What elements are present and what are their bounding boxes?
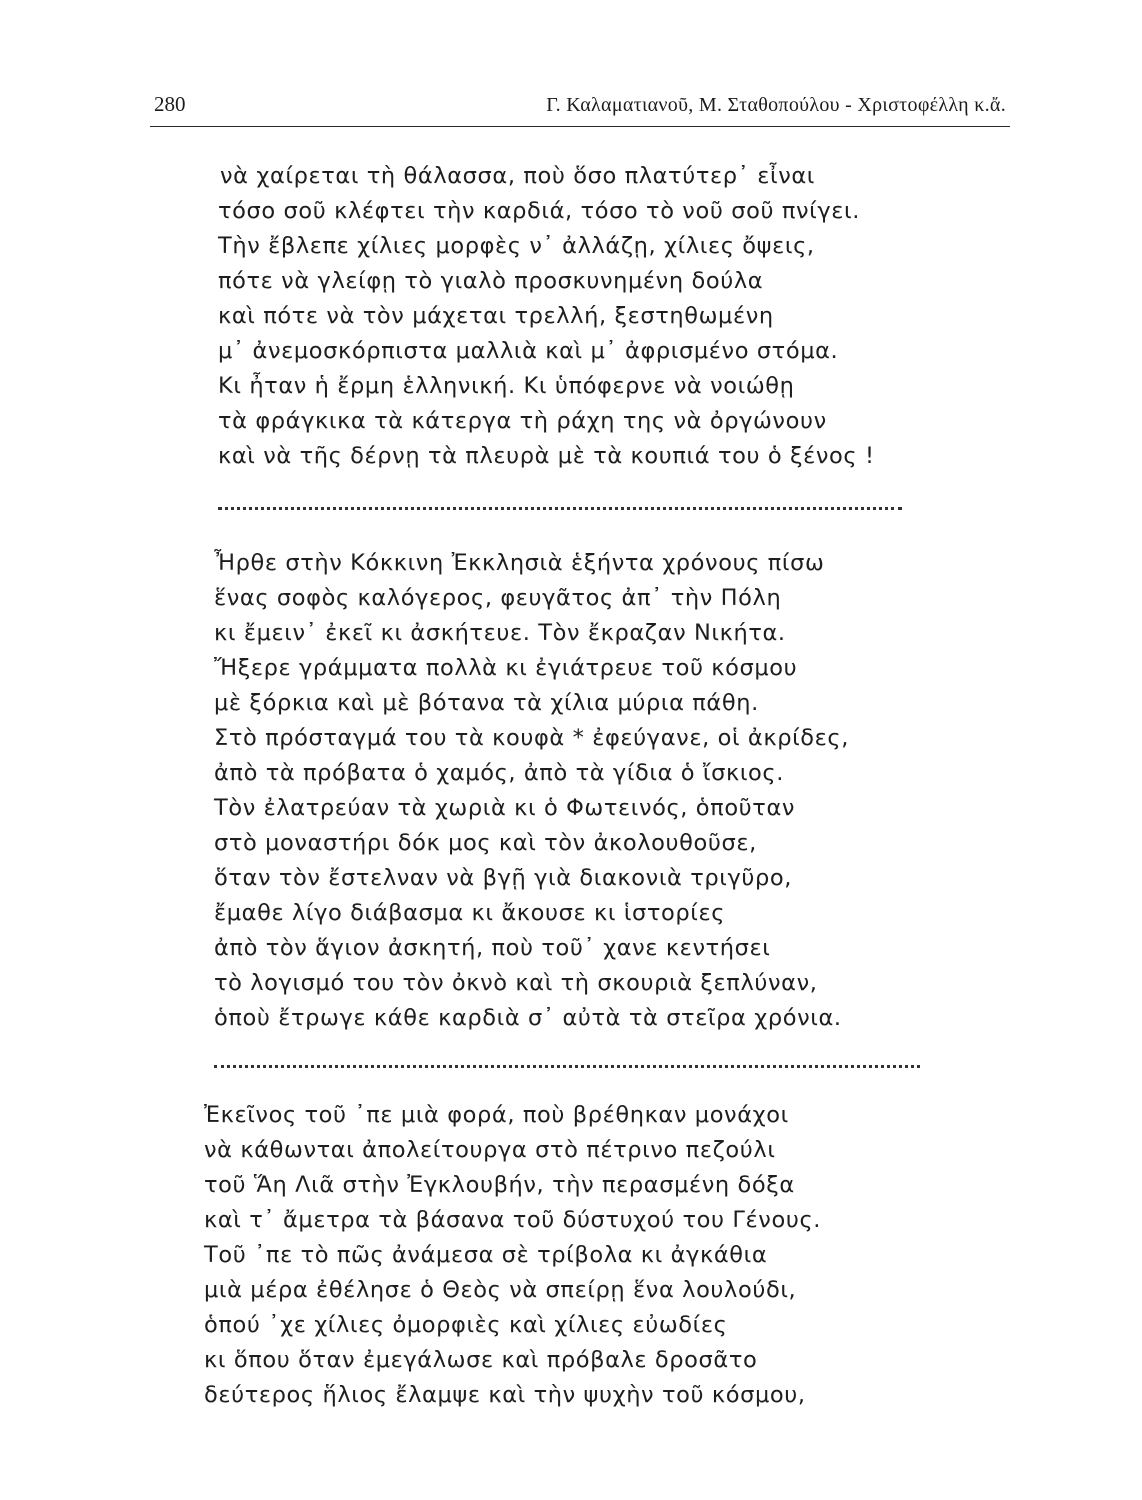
verse-line: καὶ νὰ τῆς δέρνῃ τὰ πλευρὰ μὲ τὰ κουπιά του ὁ ξένος ! xyxy=(218,443,875,469)
verse-line: στὸ μοναστήρι δόκ μος καὶ τὸν ἀκολουθοῦσε, xyxy=(214,830,757,856)
verse-line: μιὰ μέρα ἐθέλησε ὁ Θεὸς νὰ σπείρῃ ἕνα λουλούδι, xyxy=(204,1277,797,1303)
verse-line: Ἐκεῖνος τοῦ ᾽πε μιὰ φορά, ποὺ βρέθηκαν μονάχοι xyxy=(204,1102,789,1128)
verse-line: τόσο σοῦ κλέφτει τὴν καρδιά, τόσο τὸ νοῦ σοῦ πνίγει. xyxy=(218,198,860,224)
verse-line: ὁπού ᾽χε χίλιες ὀμορφιὲς καὶ χίλιες εὐωδίες xyxy=(204,1312,728,1338)
verse-line: μ᾽ ἀνεμοσκόρπιστα μαλλιὰ καὶ μ᾽ ἀφρισμένο στόμα. xyxy=(218,338,839,364)
verse-line: Ἤξερε γράμματα πολλὰ κι ἐγιάτρευε τοῦ κόσμου xyxy=(214,655,798,681)
verse-line: ἀπὸ τὸν ἅγιον ἀσκητή, ποὺ τοῦ᾽ χανε κεντήσει xyxy=(214,935,771,961)
dotted-separator xyxy=(218,507,902,510)
verse-line: νὰ κάθωνται ἀπολείτουργα στὸ πέτρινο πεζούλι xyxy=(204,1137,776,1163)
page-number: 280 xyxy=(154,92,186,116)
verse-line: καὶ τ᾽ ἄμετρα τὰ βάσανα τοῦ δύστυχού του Γένους. xyxy=(204,1207,822,1233)
verse-line: ὅταν τὸν ἔστελναν νὰ βγῇ γιὰ διακονιὰ τριγῦρο, xyxy=(214,865,792,891)
verse-line: τὰ φράγκικα τὰ κάτεργα τὴ ράχη της νὰ ὀργώνουν xyxy=(218,408,827,434)
verse-line: καὶ πότε νὰ τὸν μάχεται τρελλή, ξεστηθωμένη xyxy=(218,303,774,329)
verse-line: ἔμαθε λίγο διάβασμα κι ἄκουσε κι ἱστορίες xyxy=(214,900,726,926)
running-head: Γ. Καλαματιανοῦ, Μ. Σταθοπούλου - Χριστοφέλλη κ.ἄ. xyxy=(546,94,1006,116)
verse-line: ὁποὺ ἔτρωγε κάθε καρδιὰ σ᾽ αὐτὰ τὰ στεῖρα χρόνια. xyxy=(214,1005,842,1031)
verse-line: Τὴν ἔβλεπε χίλιες μορφὲς ν᾽ ἀλλάζῃ, χίλιες ὄψεις, xyxy=(218,233,815,259)
verse-line: τὸ λογισμό του τὸν ὀκνὸ καὶ τὴ σκουριὰ ξεπλύναν, xyxy=(214,970,818,996)
verse-line: Στὸ πρόσταγμά του τὰ κουφὰ * ἐφεύγανε, οἱ ἀκρίδες, xyxy=(214,725,849,751)
verse-line: Κι ἦταν ἡ ἔρμη ἑλληνική. Κι ὑπόφερνε νὰ νοιώθῃ xyxy=(218,373,795,399)
verse-line: δεύτερος ἥλιος ἔλαμψε καὶ τὴν ψυχὴν τοῦ κόσμου, xyxy=(204,1382,806,1408)
verse-line: κι ὅπου ὅταν ἐμεγάλωσε καὶ πρόβαλε δροσᾶτο xyxy=(204,1347,758,1373)
verse-line: κι ἔμειν᾽ ἐκεῖ κι ἀσκήτευε. Τὸν ἔκραζαν Νικήτα. xyxy=(214,620,786,646)
verse-line: Τὸν ἐλατρεύαν τὰ χωριὰ κι ὁ Φωτεινός, ὁποῦταν xyxy=(214,795,796,821)
header-rule xyxy=(150,126,1010,127)
verse-line: Τοῦ ᾽πε τὸ πῶς ἀνάμεσα σὲ τρίβολα κι ἀγκάθια xyxy=(204,1242,768,1268)
dotted-separator xyxy=(214,1065,920,1068)
verse-line: μὲ ξόρκια καὶ μὲ βότανα τὰ χίλια μύρια πάθη. xyxy=(214,690,759,716)
page-header xyxy=(154,92,1006,128)
verse-line: πότε νὰ γλείφῃ τὸ γιαλὸ προσκυνημένη δούλα xyxy=(218,268,764,294)
verse-line: ἕνας σοφὸς καλόγερος, φευγᾶτος ἀπ᾽ τὴν Πόλη xyxy=(214,585,782,611)
verse-line: νὰ χαίρεται τὴ θάλασσα, ποὺ ὅσο πλατύτερ᾽ εἶναι xyxy=(220,163,816,189)
verse-line: Ἦρθε στὴν Κόκκινη Ἐκκλησιὰ ἑξήντα χρόνους πίσω xyxy=(214,550,825,576)
verse-line: ἀπὸ τὰ πρόβατα ὁ χαμός, ἀπὸ τὰ γίδια ὁ ἴσκιος. xyxy=(214,760,784,786)
verse-line: τοῦ Ἅη Λιᾶ στὴν Ἐγκλουβήν, τὴν περασμένη δόξα xyxy=(204,1172,795,1198)
